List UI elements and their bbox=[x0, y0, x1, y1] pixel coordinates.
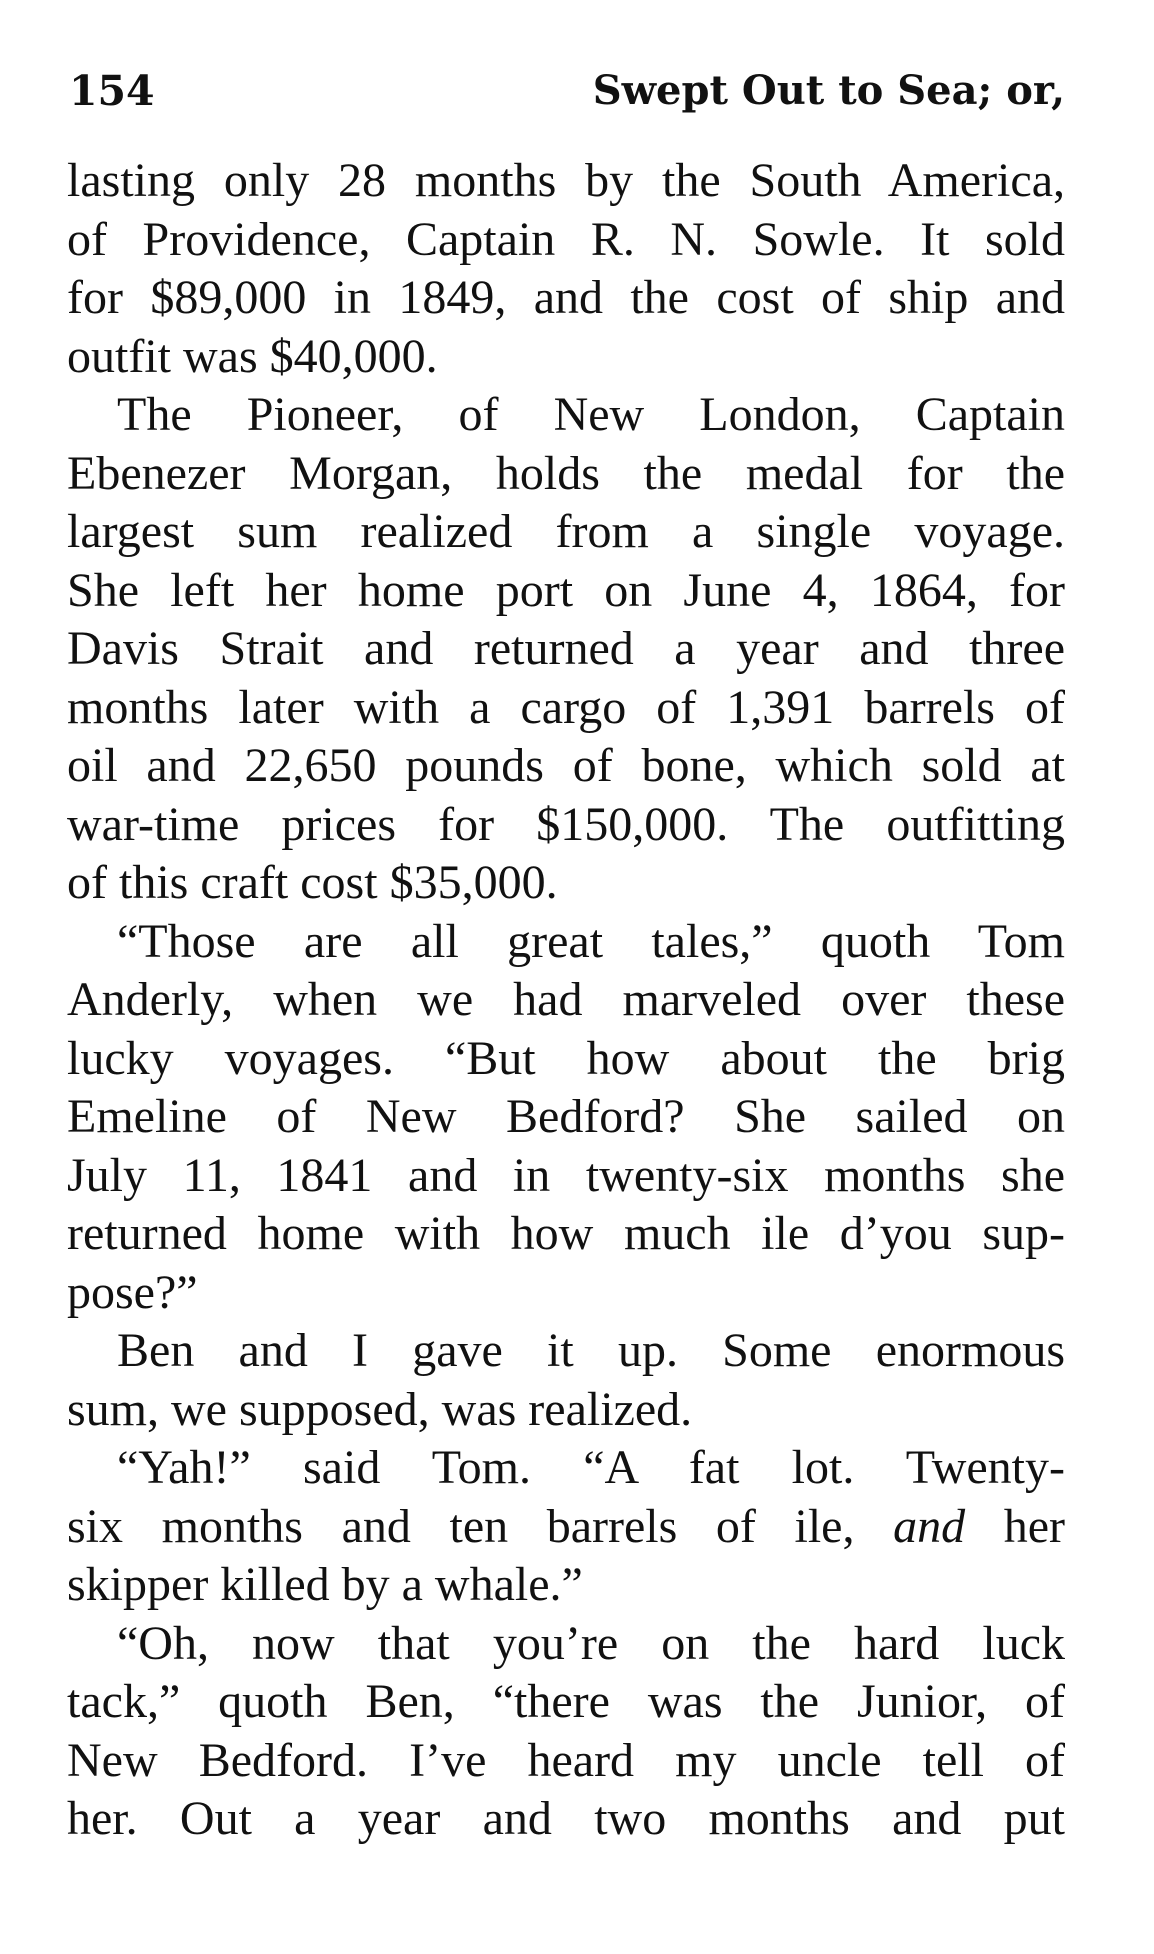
text-line: The Pioneer, of New London, Captain bbox=[117, 388, 1065, 441]
text-line: war-time prices for $150,000. The outfitting bbox=[67, 797, 1065, 851]
text-line: skipper killed by a whale.” bbox=[67, 1558, 583, 1611]
text-line: largest sum realized from a single voyage. bbox=[67, 505, 1065, 558]
text-line: Ebenezer Morgan, holds the medal for the bbox=[67, 446, 1065, 500]
text-line: her. Out a year and two months and put bbox=[67, 1792, 1065, 1845]
paragraph bbox=[67, 152, 1065, 386]
text-line: tack,” quoth Ben, “there was the Junior, of bbox=[67, 1675, 1065, 1728]
text-line: returned home with how much ile d’you sup- bbox=[67, 1207, 1065, 1260]
text-line: She left her home port on June 4, 1864, for bbox=[67, 563, 1065, 617]
text-line: “Oh, now that you’re on the hard luck bbox=[117, 1616, 1065, 1670]
text-line: lasting only 28 months by the South America, bbox=[67, 154, 1065, 207]
text-line: July 11, 1841 and in twenty-six months she bbox=[67, 1148, 1065, 1202]
page-header bbox=[69, 56, 1065, 126]
text-line: sum, we supposed, was realized. bbox=[67, 1382, 693, 1436]
text-segment: six months and ten barrels of ile, bbox=[67, 1499, 855, 1553]
italic-word: and bbox=[893, 1499, 966, 1553]
text-line: Emeline of New Bedford? She sailed on bbox=[67, 1090, 1065, 1143]
text-line: of this craft cost $35,000. bbox=[67, 856, 558, 909]
text-segment: her bbox=[1003, 1499, 1066, 1553]
page-number: 154 bbox=[69, 67, 155, 115]
paragraph bbox=[67, 1615, 1065, 1849]
text-line: for $89,000 in 1849, and the cost of ship and bbox=[67, 271, 1065, 324]
text-line: Davis Strait and returned a year and three bbox=[67, 622, 1065, 675]
text-line: outfit was $40,000. bbox=[67, 329, 438, 383]
paragraph bbox=[67, 1439, 1065, 1615]
text-line: oil and 22,650 pounds of bone, which sold at bbox=[67, 739, 1065, 792]
text-line: pose?” bbox=[67, 1265, 198, 1319]
text-line: “Those are all great tales,” quoth Tom bbox=[117, 914, 1065, 968]
text-line: of Providence, Captain R. N. Sowle. It sold bbox=[67, 212, 1065, 266]
paragraph bbox=[67, 1322, 1065, 1439]
paragraph bbox=[67, 386, 1065, 913]
paragraph bbox=[67, 913, 1065, 1323]
running-head: Swept Out to Sea; or, bbox=[592, 67, 1065, 114]
text-line: Anderly, when we had marveled over these bbox=[67, 973, 1065, 1026]
text-line bbox=[67, 1498, 1065, 1557]
text-line: lucky voyages. “But how about the brig bbox=[67, 1031, 1065, 1085]
text-line: New Bedford. I’ve heard my uncle tell of bbox=[67, 1733, 1065, 1787]
text-line: months later with a cargo of 1,391 barrels of bbox=[67, 680, 1065, 734]
text-line: Ben and I gave it up. Some enormous bbox=[117, 1324, 1065, 1377]
text-line: “Yah!” said Tom. “A fat lot. Twenty- bbox=[117, 1441, 1065, 1494]
body-text bbox=[67, 152, 1065, 1849]
